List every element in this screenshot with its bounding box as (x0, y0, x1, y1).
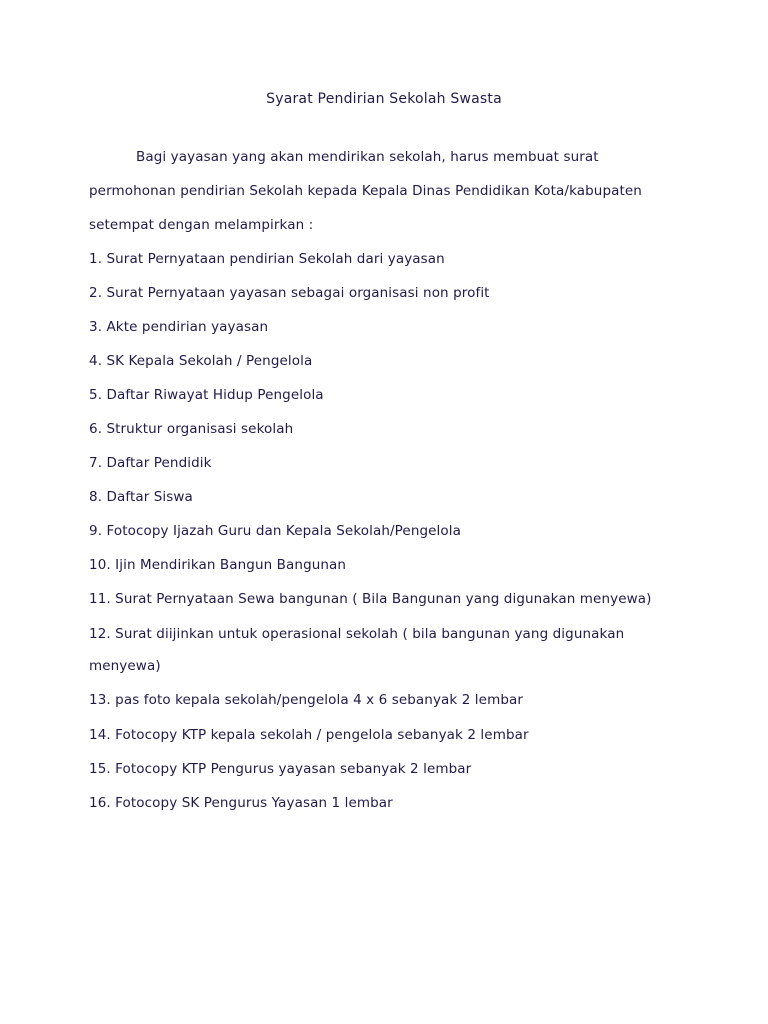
list-item: 12. Surat diijinkan untuk operasional sekolah ( bila bangunan yang digunakan (89, 626, 625, 642)
list-item: 15. Fotocopy KTP Pengurus yayasan sebanyak 2 lembar (89, 761, 472, 777)
intro-line: Bagi yayasan yang akan mendirikan sekolah, harus membuat surat (136, 149, 599, 165)
list-item-continuation: menyewa) (89, 658, 161, 674)
list-item: 8. Daftar Siswa (89, 489, 193, 505)
list-item: 16. Fotocopy SK Pengurus Yayasan 1 lembar (89, 795, 393, 811)
intro-line: permohonan pendirian Sekolah kepada Kepala Dinas Pendidikan Kota/kabupaten (89, 183, 642, 199)
list-item: 1. Surat Pernyataan pendirian Sekolah dari yayasan (89, 251, 445, 267)
list-item: 3. Akte pendirian yayasan (89, 319, 269, 335)
document-title: Syarat Pendirian Sekolah Swasta (266, 91, 502, 107)
list-item: 7. Daftar Pendidik (89, 455, 212, 471)
list-item: 13. pas foto kepala sekolah/pengelola 4 x 6 sebanyak 2 lembar (89, 692, 524, 708)
list-item: 2. Surat Pernyataan yayasan sebagai organisasi non profit (89, 285, 490, 301)
list-item: 5. Daftar Riwayat Hidup Pengelola (89, 387, 324, 403)
list-item: 11. Surat Pernyataan Sewa bangunan ( Bila Bangunan yang digunakan menyewa) (89, 591, 652, 607)
list-item: 6. Struktur organisasi sekolah (89, 421, 294, 437)
list-item: 4. SK Kepala Sekolah / Pengelola (89, 353, 313, 369)
list-item: 10. Ijin Mendirikan Bangun Bangunan (89, 557, 347, 573)
intro-line: setempat dengan melampirkan : (89, 217, 314, 233)
list-item: 14. Fotocopy KTP kepala sekolah / pengelola sebanyak 2 lembar (89, 727, 529, 743)
list-item: 9. Fotocopy Ijazah Guru dan Kepala Sekolah/Pengelola (89, 523, 461, 539)
